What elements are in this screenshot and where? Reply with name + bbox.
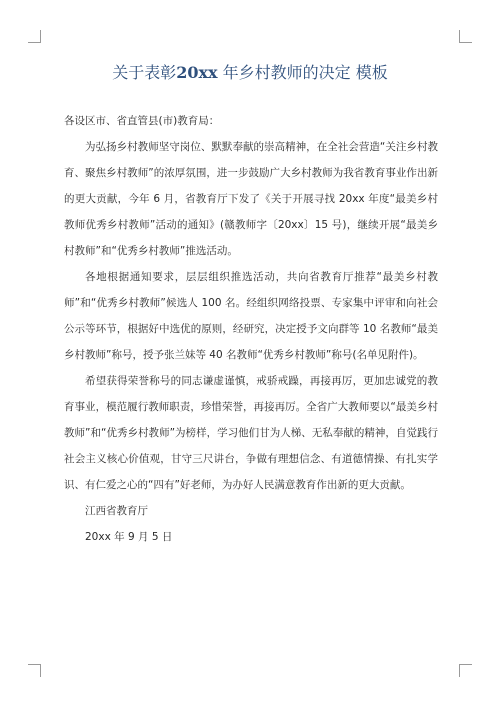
- crop-mark-top-right: [459, 30, 472, 43]
- title-suffix: 年乡村教师的决定 模板: [217, 63, 388, 82]
- document-title: [0, 63, 500, 83]
- paragraph-2: 各地根据通知要求，层层组织推选活动，共向省教育厅推荐“最美乡村教师”和“优秀乡村教师”候选人 100 名。经组织网络投票、专家集中评审和向社会公示等环节，根据好中选优的原则，经研究，决定授予文向群等 10 名教师“最美乡村教师”称号，授予张兰妹等 40 名教师“优秀乡村教师”称号(名单见附件)。: [64, 271, 438, 361]
- title-prefix: 关于表彰: [112, 63, 177, 82]
- crop-mark-bottom-left: [28, 664, 41, 677]
- document-body: [64, 108, 438, 550]
- paragraph-3: 希望获得荣誉称号的同志谦虚谨慎，戒骄戒躁，再接再厉，更加忠诚党的教育事业，模范履行教师职责，珍惜荣誉，再接再厉。全省广大教师要以“最美乡村教师”和“优秀乡村教师”为榜样，学习他们甘为人梯、无私奉献的精神，自觉践行社会主义核心价值观，甘守三尺讲台，争做有理想信念、有道德情操、有扎实学识、有仁爱之心的“四有”好老师，为办好人民满意教育作出新的更大贡献。: [64, 375, 438, 491]
- title-year: 20xx: [176, 63, 218, 82]
- issuer: 江西省教育厅: [85, 505, 148, 517]
- paragraph-1: 为弘扬乡村教师坚守岗位、默默奉献的崇高精神，在全社会营造“关注乡村教育、聚焦乡村教师”的浓厚氛围，进一步鼓励广大乡村教师为我省教育事业作出新的更大贡献，今年 6 月，省教育厅下发了《关于开展寻找 20xx 年度“最美乡村教师优秀乡村教师”活动的通知》(赣教师字〔20xx〕15 号)，继续开展“最美乡村教师”和“优秀乡村教师”推选活动。: [64, 141, 438, 257]
- salutation: 各设区市、省直管县(市)教育局：: [64, 115, 220, 127]
- crop-mark-top-left: [28, 30, 41, 43]
- issue-date: 20xx 年 9 月 5 日: [85, 531, 173, 543]
- crop-mark-bottom-right: [459, 664, 472, 677]
